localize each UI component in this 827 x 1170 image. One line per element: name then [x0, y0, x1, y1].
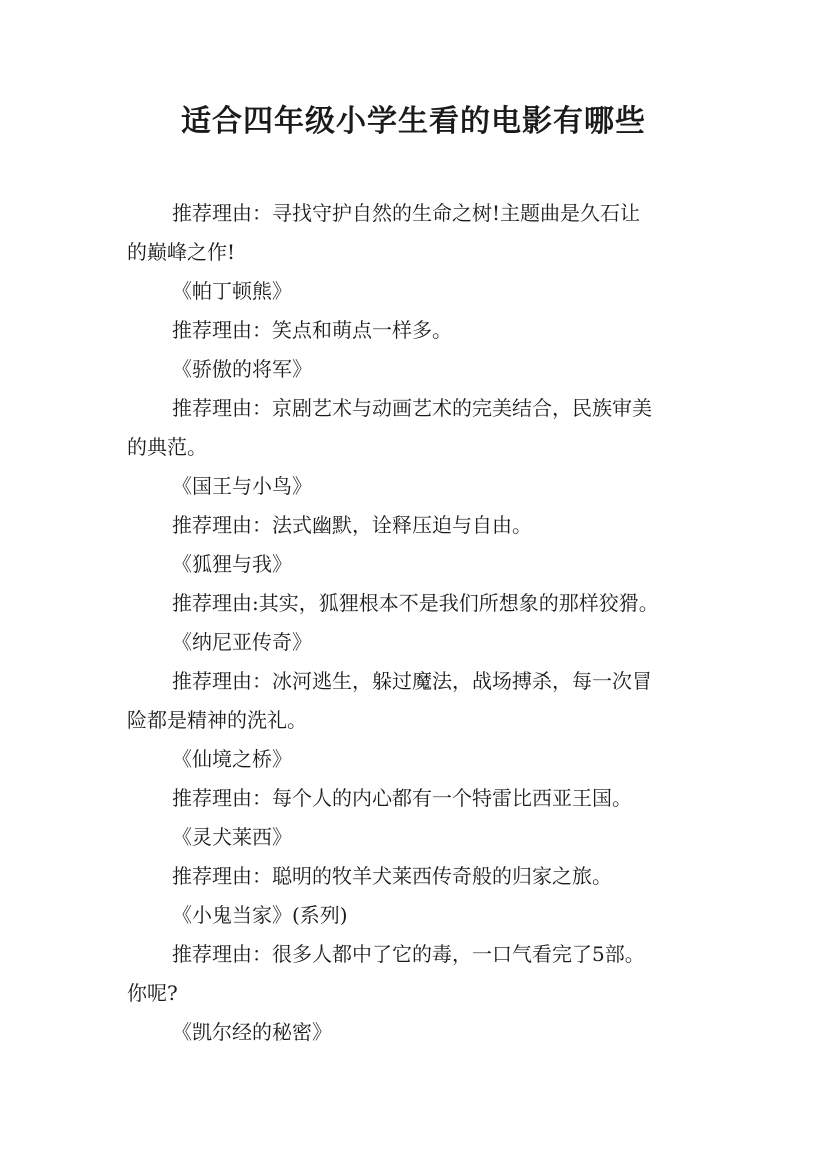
movie-title: 《仙境之桥》: [172, 747, 292, 771]
movie-title: 《帕丁顿熊》: [172, 279, 292, 303]
paragraph-line: 推荐理由：法式幽默，诠释压迫与自由。: [172, 513, 532, 537]
movie-title: 《狐狸与我》: [172, 552, 292, 576]
movie-title: 《骄傲的将军》: [172, 357, 312, 381]
paragraph-line: 推荐理由：每个人的内心都有一个特雷比西亚王国。: [172, 786, 632, 810]
paragraph-line: 你呢?: [127, 981, 178, 1005]
paragraph-line: 推荐理由：聪明的牧羊犬莱西传奇般的归家之旅。: [172, 864, 612, 888]
movie-title: 《凯尔经的秘密》: [172, 1020, 332, 1044]
movie-title: 《灵犬莱西》: [172, 825, 292, 849]
paragraph-line: 推荐理由：京剧艺术与动画艺术的完美结合，民族审美: [172, 396, 652, 420]
paragraph-line: 推荐理由：很多人都中了它的毒，一口气看完了5部。: [172, 942, 645, 966]
paragraph-line: 的巅峰之作!: [127, 240, 236, 264]
paragraph-line: 推荐理由：寻找守护自然的生命之树!主题曲是久石让: [172, 201, 641, 225]
paragraph-line: 推荐理由:其实，狐狸根本不是我们所想象的那样狡猾。: [172, 591, 659, 615]
paragraph-line: 推荐理由：笑点和萌点一样多。: [172, 318, 452, 342]
movie-title: 《小鬼当家》(系列): [172, 903, 348, 927]
paragraph-line: 险都是精神的洗礼。: [127, 708, 307, 732]
paragraph-line: 的典范。: [127, 435, 207, 459]
page-title: 适合四年级小学生看的电影有哪些: [181, 104, 646, 139]
paragraph-line: 推荐理由：冰河逃生，躲过魔法，战场搏杀，每一次冒: [172, 669, 652, 693]
movie-title: 《国王与小鸟》: [172, 474, 312, 498]
movie-title: 《纳尼亚传奇》: [172, 630, 312, 654]
